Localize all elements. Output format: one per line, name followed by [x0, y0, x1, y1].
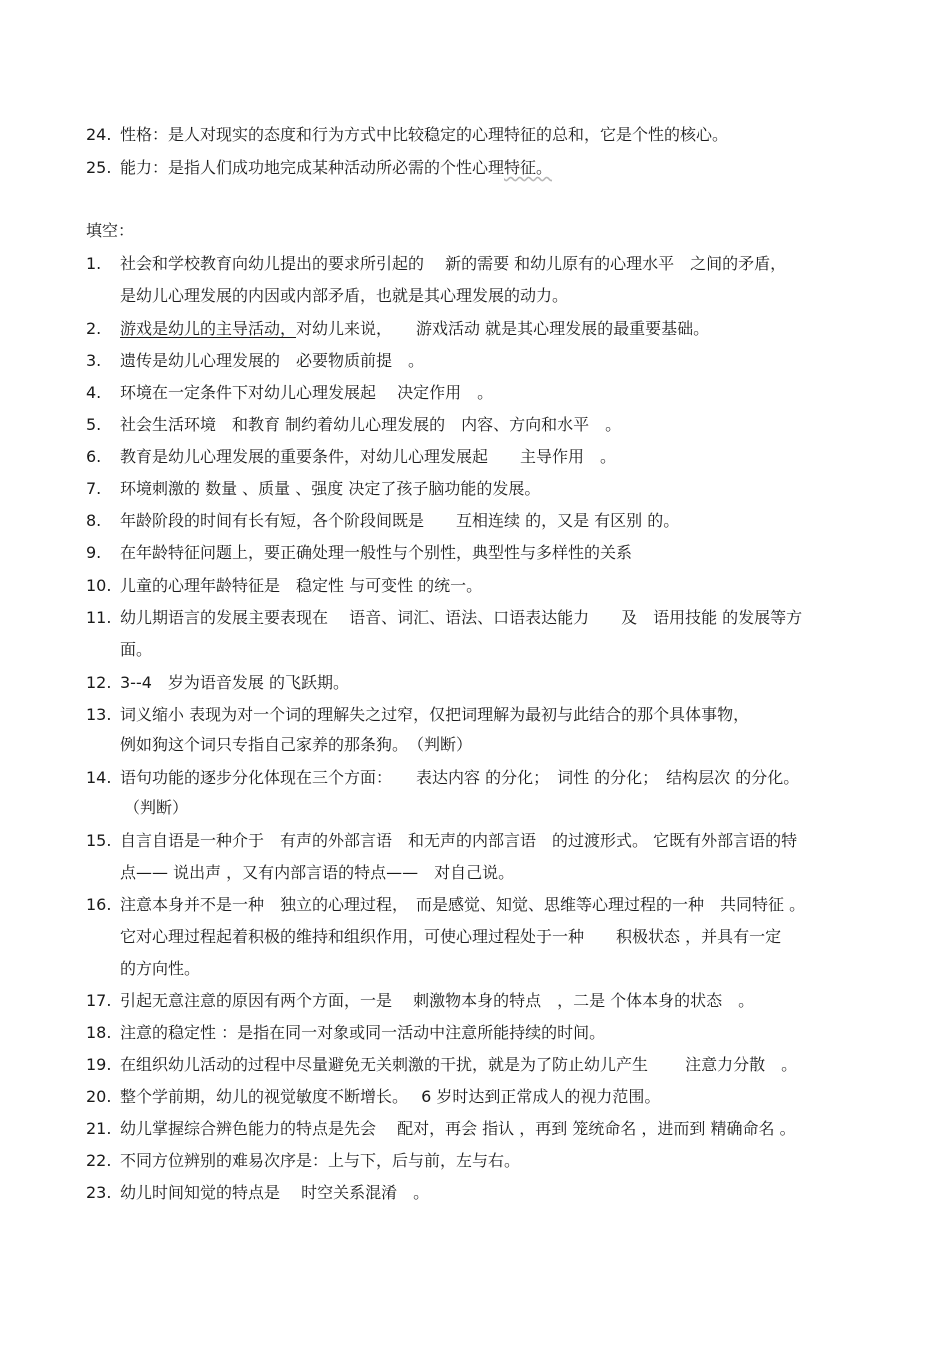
list-item	[86, 542, 890, 564]
item-number: 8.	[86, 511, 102, 530]
list-item	[86, 672, 890, 694]
list-item	[86, 350, 890, 372]
list-item-continuation: 面。	[120, 640, 153, 659]
item-text: 注意本身并不是一种 独立的心理过程， 而是感觉、知觉、思维等心理过程的一种 共同特征 。	[120, 895, 806, 914]
item-text: 在年龄特征问题上，要正确处理一般性与个别性，典型性与多样性的关系	[120, 543, 633, 562]
list-item	[86, 767, 890, 789]
item-number: 2.	[86, 319, 102, 338]
item-text: 整个学前期，幼儿的视觉敏度不断增长。 6 岁时达到正常成人的视力范围。	[120, 1087, 661, 1106]
item-number: 6.	[86, 447, 102, 466]
item-text: 教育是幼儿心理发展的重要条件，对幼儿心理发展起 主导作用 。	[120, 447, 617, 466]
list-item-continuation: 是幼儿心理发展的内因或内部矛盾，也就是其心理发展的动力。	[120, 286, 569, 305]
list-item	[86, 1054, 890, 1076]
item-text: 幼儿期语言的发展主要表现在 语音、词汇、语法、口语表达能力 及 语用技能 的发展等方	[120, 608, 803, 627]
item-text: 不同方位辨别的难易次序是：上与下，后与前，左与右。	[120, 1151, 521, 1170]
underlined-text: 游戏是幼儿的主导活动，	[120, 319, 297, 338]
list-item-continuation: 它对心理过程起着积极的维持和组织作用，可使心理过程处于一种 积极状态 ，并具有一定	[120, 927, 782, 946]
item-text: 年龄阶段的时间有长有短，各个阶段间既是 互相连续 的，又是 有区别 的。	[120, 511, 680, 530]
list-item-continuation: （判断）	[124, 798, 189, 817]
list-item	[86, 1182, 890, 1204]
item-number: 12.	[86, 673, 112, 692]
list-item-continuation: 点—— 说出声 ，又有内部言语的特点—— 对自己说。	[120, 863, 515, 882]
item-text: 对幼儿来说， 游戏活动 就是其心理发展的最重要基础。	[296, 319, 710, 338]
item-text: 遗传是幼儿心理发展的 必要物质前提 。	[120, 351, 425, 370]
list-item	[86, 510, 890, 532]
item-text: 在组织幼儿活动的过程中尽量避免无关刺激的干扰，就是为了防止幼儿产生 注意力分散 。	[120, 1055, 798, 1074]
item-text: 语句功能的逐步分化体现在三个方面： 表达内容 的分化； 词性 的分化； 结构层次 的分化。	[120, 768, 800, 787]
list-item	[86, 253, 890, 275]
item-number: 21.	[86, 1119, 112, 1138]
item-number: 15.	[86, 831, 112, 850]
list-item	[86, 446, 890, 468]
list-item	[86, 1150, 890, 1172]
item-text: 环境在一定条件下对幼儿心理发展起 决定作用 。	[120, 383, 494, 402]
item-number: 24.	[86, 125, 112, 144]
list-item	[86, 478, 890, 500]
list-item	[86, 990, 890, 1012]
list-item	[86, 894, 890, 916]
item-number: 23.	[86, 1183, 112, 1202]
list-item-continuation: 的方向性。	[120, 959, 201, 978]
item-text: 3--4 岁为语音发展 的飞跃期。	[120, 673, 349, 692]
list-item-continuation: 例如狗这个词只专指自己家养的那条狗。 （判断）	[120, 735, 473, 754]
list-item	[86, 318, 890, 340]
list-item	[86, 382, 890, 404]
item-number: 18.	[86, 1023, 112, 1042]
item-text: 儿童的心理年龄特征是 稳定性 与可变性 的统一。	[120, 576, 483, 595]
list-item	[86, 830, 890, 852]
item-number: 13.	[86, 705, 112, 724]
item-number: 9.	[86, 543, 102, 562]
item-number: 5.	[86, 415, 102, 434]
item-number: 17.	[86, 991, 112, 1010]
item-text: 社会和学校教育向幼儿提出的要求所引起的 新的需要 和幼儿原有的心理水平 之间的矛盾，	[120, 254, 787, 273]
item-text: 词义缩小 表现为对一个词的理解失之过窄，仅把词理解为最初与此结合的那个具体事物，	[120, 705, 750, 724]
list-item	[86, 607, 890, 629]
item-text: 性格：是人对现实的态度和行为方式中比较稳定的心理特征的总和，它是个性的核心。	[120, 125, 729, 144]
item-text: 能力：是指人们成功地完成某种活动所必需的个性心理	[120, 158, 505, 177]
item-number: 20.	[86, 1087, 112, 1106]
list-item	[86, 1086, 890, 1108]
item-text: 注意的稳定性 ：是指在同一对象或同一活动中注意所能持续的时间。	[120, 1023, 606, 1042]
list-item	[86, 414, 890, 436]
item-number: 16.	[86, 895, 112, 914]
item-text: 幼儿时间知觉的特点是 时空关系混淆 。	[120, 1183, 430, 1202]
item-text: 幼儿掌握综合辨色能力的特点是先会 配对，再会 指认 ，再到 笼统命名 ，进而到 精确命名 。	[120, 1119, 796, 1138]
item-number: 14.	[86, 768, 112, 787]
definition-24	[86, 124, 890, 146]
item-number: 7.	[86, 479, 102, 498]
item-number: 22.	[86, 1151, 112, 1170]
item-number: 4.	[86, 383, 102, 402]
item-number: 19.	[86, 1055, 112, 1074]
definition-25	[86, 157, 890, 179]
list-item	[86, 1022, 890, 1044]
spellcheck-underlined-text: 特征。	[504, 158, 553, 177]
item-number: 11.	[86, 608, 112, 627]
item-text: 自言自语是一种介于 有声的外部言语 和无声的内部言语 的过渡形式。 它既有外部言语的特	[120, 831, 798, 850]
item-number: 1.	[86, 254, 102, 273]
item-number: 25.	[86, 158, 112, 177]
item-text: 环境刺激的 数量 、质量 、强度 决定了孩子脑功能的发展。	[120, 479, 541, 498]
list-item	[86, 704, 890, 726]
item-number: 10.	[86, 576, 112, 595]
list-item	[86, 575, 890, 597]
item-number: 3.	[86, 351, 102, 370]
list-item	[86, 1118, 890, 1140]
item-text: 引起无意注意的原因有两个方面，一是 刺激物本身的特点 ，二是 个体本身的状态 。	[120, 991, 755, 1010]
item-text: 社会生活环境 和教育 制约着幼儿心理发展的 内容、方向和水平 。	[120, 415, 622, 434]
section-title: 填空：	[86, 221, 135, 240]
